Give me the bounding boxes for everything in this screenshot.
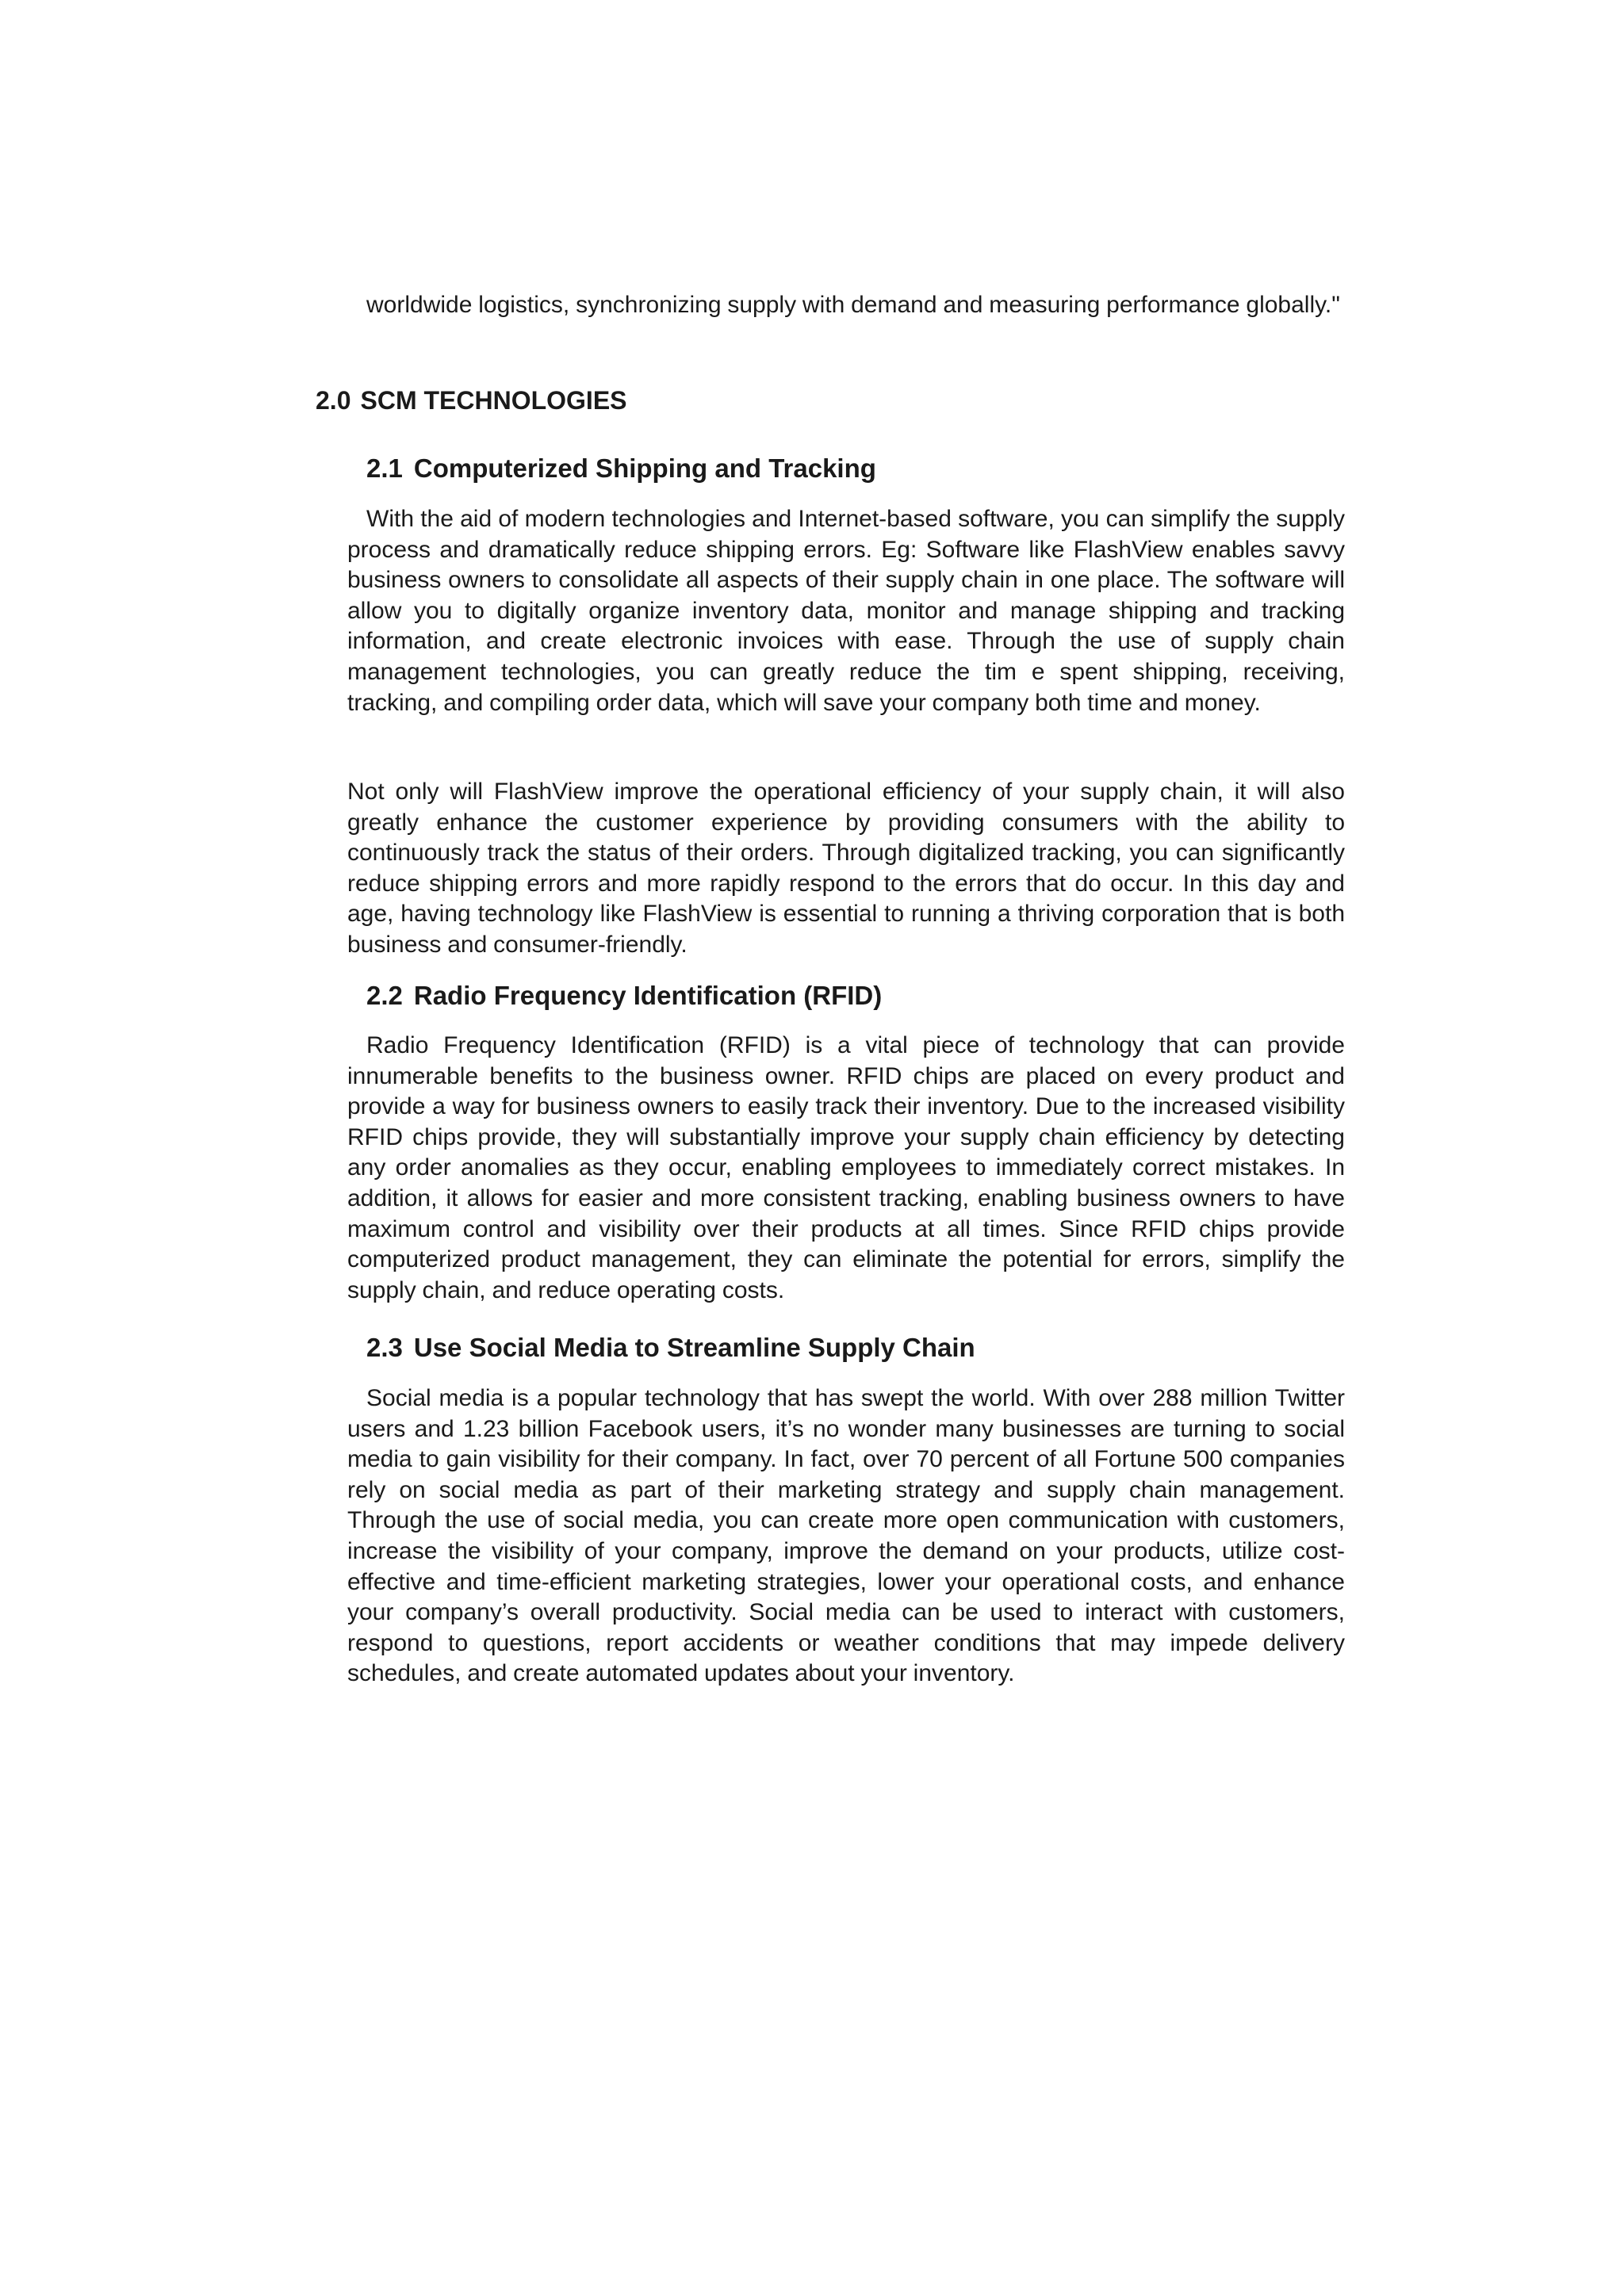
subsection-title: Radio Frequency Identification (RFID) (413, 981, 883, 1010)
paragraph-2-1-a: With the aid of modern technologies and Internet-based software, you can simplify the supply process and dramatically reduce shipping errors. Eg: Software like FlashView enables savvy business owners to consolidate all aspects of their supply chain in one place. The software will allow you to digitally organize inventory data, monitor and manage shipping and tracking information, and create electronic invoices with ease. Through the use of supply chain management technologies, you can greatly reduce the tim e spent shipping, receiving, tracking, and compiling order data, which will save your company both time and money. (347, 506, 1345, 716)
subsection-number: 2.2 (366, 981, 403, 1010)
section-title: SCM TECHNOLOGIES (360, 386, 627, 415)
subsection-title: Use Social Media to Streamline Supply Chain (413, 1333, 975, 1362)
subsection-heading-2-1 (366, 453, 876, 484)
subsection-number: 2.1 (366, 453, 403, 483)
paragraph-2-3: Social media is a popular technology that has swept the world. With over 288 million Twitter users and 1.23 billion Facebook users, it’s no wonder many businesses are turning to social media to gain visibility for their company. In fact, over 70 percent of all Fortune 500 companies rely on social media as part of their marketing strategy and supply chain management. Through the use of social media, you can create more open communication with customers, increase the visibility of your company, improve the demand on your products, utilize cost-effective and time-efficient marketing strategies, lower your operational costs, and enhance your company’s overall productivity. Social media can be used to interact with customers, respond to questions, report accidents or weather conditions that may impede delivery schedules, and create automated updates about your inventory. (347, 1385, 1345, 1687)
section-number: 2.0 (316, 386, 351, 415)
section-heading (316, 385, 627, 416)
subsection-title: Computerized Shipping and Tracking (413, 453, 876, 483)
subsection-heading-2-2 (366, 980, 882, 1012)
subsection-number: 2.3 (366, 1333, 403, 1362)
paragraph-2-2: Radio Frequency Identification (RFID) is a vital piece of technology that can provide innumerable benefits to the business owner. RFID chips are placed on every product and provide a way for business owners to easily track their inventory. Due to the increased visibility RFID chips provide, they will substantially improve your supply chain efficiency by detecting any order anomalies as they occur, enabling employees to immediately correct mistakes. In addition, it allows for easier and more consistent tracking, enabling business owners to have maximum control and visibility over their products at all times. Since RFID chips provide computerized product management, they can eliminate the potential for errors, simplify the supply chain, and reduce operating costs. (347, 1032, 1345, 1303)
lead-paragraph: worldwide logistics, synchronizing supply with demand and measuring performance globally." (366, 292, 1340, 318)
subsection-heading-2-3 (366, 1332, 975, 1364)
paragraph-2-1-b: Not only will FlashView improve the operational efficiency of your supply chain, it will also greatly enhance the customer experience by providing consumers with the ability to continuously track the status of their orders. Through digitalized tracking, you can significantly reduce shipping errors and more rapidly respond to the errors that do occur. In this day and age, having technology like FlashView is essential to running a thriving corporation that is both business and consumer-friendly. (347, 779, 1345, 958)
